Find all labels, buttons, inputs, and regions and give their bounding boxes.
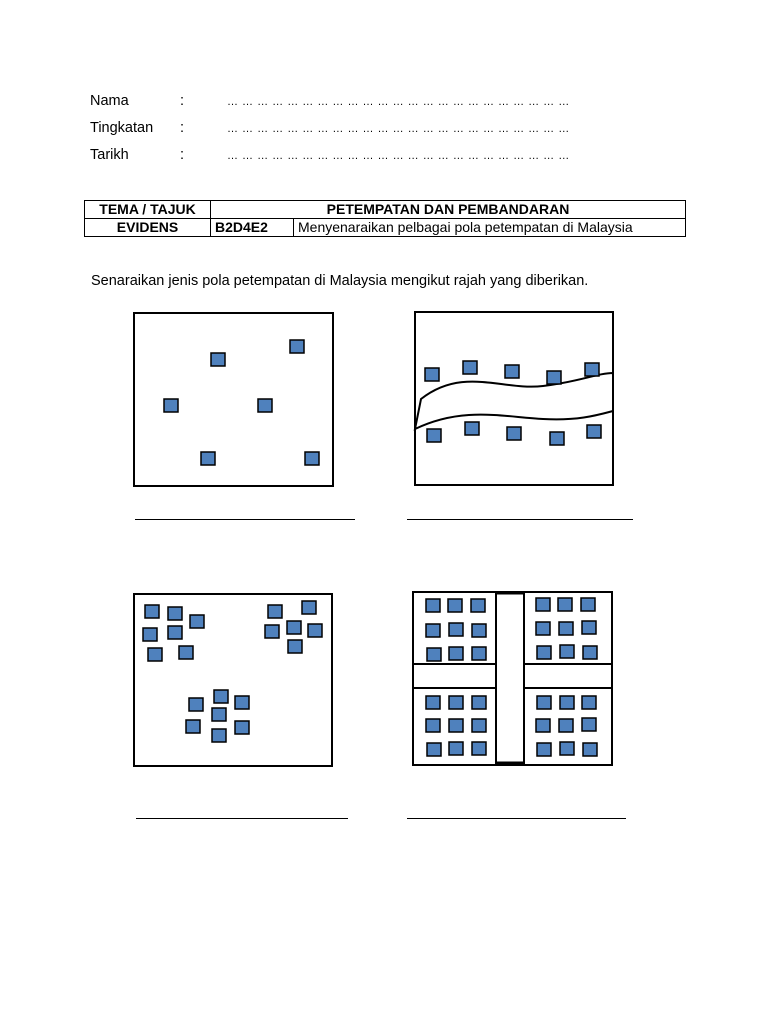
house-icon — [448, 599, 462, 612]
diagram-frame — [413, 592, 612, 765]
answer-line-1[interactable] — [135, 519, 355, 520]
house-icon — [268, 605, 282, 618]
house-icon — [258, 399, 272, 412]
house-icon — [581, 598, 595, 611]
diagram-frame — [134, 594, 332, 766]
house-icon — [583, 743, 597, 756]
house-icon — [463, 361, 477, 374]
house-icon — [235, 696, 249, 709]
house-icon — [426, 599, 440, 612]
evidence-label: EVIDENS — [85, 219, 211, 237]
house-icon — [186, 720, 200, 733]
house-icon — [587, 425, 601, 438]
house-icon — [560, 696, 574, 709]
evidence-row — [85, 219, 686, 237]
house-icon — [449, 742, 463, 755]
house-icon — [288, 640, 302, 653]
house-icon — [472, 696, 486, 709]
house-icon — [536, 719, 550, 732]
field-colon: : — [180, 93, 185, 109]
house-icon — [449, 696, 463, 709]
house-icon — [214, 690, 228, 703]
house-icon — [143, 628, 157, 641]
answer-line-4[interactable] — [407, 818, 626, 819]
name-input-dots[interactable]: … … … … … … … … … … … … … … … … … … … … … … … — [227, 96, 570, 108]
house-icon — [582, 696, 596, 709]
house-icon — [547, 371, 561, 384]
house-icon — [536, 622, 550, 635]
house-icon — [537, 743, 551, 756]
field-colon: : — [180, 120, 185, 136]
answer-line-3[interactable] — [136, 818, 348, 819]
grid-pattern-diagram — [411, 590, 615, 767]
theme-label: TEMA / TAJUK — [85, 201, 211, 219]
linear-pattern-diagram — [413, 311, 616, 487]
house-icon — [472, 647, 486, 660]
house-icon — [190, 615, 204, 628]
house-icon — [148, 648, 162, 661]
house-icon — [550, 432, 564, 445]
house-icon — [179, 646, 193, 659]
house-icon — [201, 452, 215, 465]
house-icon — [426, 719, 440, 732]
theme-row — [85, 201, 686, 219]
house-icon — [235, 721, 249, 734]
house-icon — [168, 626, 182, 639]
house-icon — [212, 708, 226, 721]
house-icon — [308, 624, 322, 637]
house-icon — [145, 605, 159, 618]
house-icon — [164, 399, 178, 412]
house-icon — [471, 599, 485, 612]
house-icon — [168, 607, 182, 620]
theme-table — [84, 200, 686, 237]
house-icon — [559, 719, 573, 732]
house-icon — [302, 601, 316, 614]
field-label: Nama — [90, 93, 129, 109]
house-icon — [425, 368, 439, 381]
answer-line-2[interactable] — [407, 519, 633, 520]
house-icon — [560, 742, 574, 755]
tarikh-input-dots[interactable]: … … … … … … … … … … … … … … … … … … … … … … … — [227, 150, 570, 162]
house-icon — [505, 365, 519, 378]
house-icon — [472, 624, 486, 637]
house-icon — [265, 625, 279, 638]
house-icon — [560, 645, 574, 658]
house-icon — [426, 624, 440, 637]
house-icon — [189, 698, 203, 711]
house-icon — [426, 696, 440, 709]
field-colon: : — [180, 147, 185, 163]
house-icon — [449, 719, 463, 732]
house-icon — [290, 340, 304, 353]
house-icon — [427, 648, 441, 661]
tingkatan-input-dots[interactable]: … … … … … … … … … … … … … … … … … … … … … … … — [227, 123, 570, 135]
house-icon — [558, 598, 572, 611]
clustered-pattern-diagram — [132, 592, 334, 768]
house-icon — [582, 621, 596, 634]
house-icon — [585, 363, 599, 376]
house-icon — [536, 598, 550, 611]
house-icon — [472, 742, 486, 755]
house-icon — [427, 429, 441, 442]
house-icon — [449, 623, 463, 636]
house-icon — [472, 719, 486, 732]
house-icon — [559, 622, 573, 635]
house-icon — [582, 718, 596, 731]
evidence-code: B2D4E2 — [211, 219, 294, 237]
house-icon — [507, 427, 521, 440]
house-icon — [305, 452, 319, 465]
house-icon — [212, 729, 226, 742]
house-icon — [287, 621, 301, 634]
field-label: Tarikh — [90, 147, 129, 163]
house-icon — [211, 353, 225, 366]
evidence-description: Menyenaraikan pelbagai pola petempatan di Malaysia — [294, 219, 686, 237]
theme-value: PETEMPATAN DAN PEMBANDARAN — [211, 201, 686, 219]
house-icon — [537, 646, 551, 659]
scattered-pattern-diagram — [133, 312, 335, 488]
house-icon — [427, 743, 441, 756]
house-icon — [537, 696, 551, 709]
house-icon — [465, 422, 479, 435]
field-label: Tingkatan — [90, 120, 154, 136]
house-icon — [583, 646, 597, 659]
house-icon — [449, 647, 463, 660]
instruction-text: Senaraikan jenis pola petempatan di Malaysia mengikut rajah yang diberikan. — [91, 273, 589, 289]
